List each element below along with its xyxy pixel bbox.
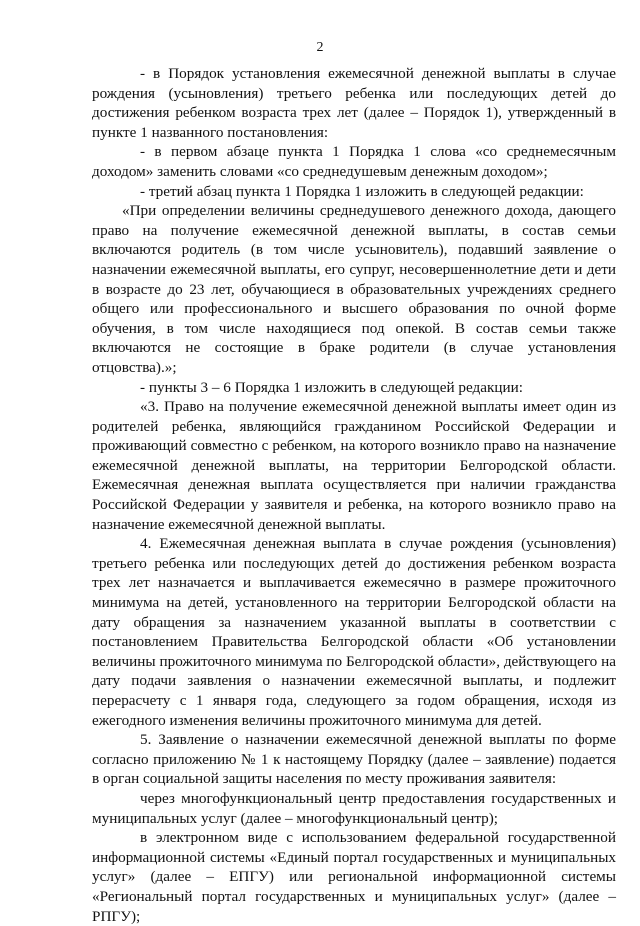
paragraph-third-abzac-text: «При определении величины среднедушевого денежного дохода, дающего право на получение ежемесячной денежной выплаты, в состав семьи включаются родитель (в том числе усыновитель), подавший заявление о назначении ежемесячной выплаты, его супруг, несовершеннолетние дети и дети в возрасте до 23 лет, обучающиеся в образовательных учреждениях среднего общего или профессионального и высшего образования по очной форме обучения, в том числе находящиеся под опекой. В состав семьи также включаются не состоящие в браке родители (в случае установления отцовства).»; [92,202,616,376]
paragraph-electronic-option: в электронном виде с использованием федеральной государственной информационной системы «Единый портал государственных и муниципальных услуг» (далее – ЕПГУ) или региональной информационной системы «Региональный портал государственных и муниципальных услуг» (далее – РПГУ); [92,829,616,925]
paragraph-point-3: «3. Право на получение ежемесячной денежной выплаты имеет один из родителей ребенка, являющийся гражданином Российской Федерации и проживающий совместно с ребенком, на которого возникло право на назначение ежемесячной денежной выплаты, на территории Белгородской области. Ежемесячная денежная выплата осуществляется при наличии гражданства Российской Федерации у заявителя и ребенка, на которого возникло право на назначение ежемесячной денежной выплаты. [92,398,616,533]
page-number: 2 [316,40,324,55]
paragraph-order-1-intro: - в Порядок установления ежемесячной денежной выплаты в случае рождения (усыновления) третьего ребенка или последующих детей до достижения ребенком возраста трех лет (далее – Порядок 1), утвержденный в пункте 1 названного постановления: [92,65,616,141]
paragraph-point-4: 4. Ежемесячная денежная выплата в случае рождения (усыновления) третьего ребенка или последующих детей до достижения ребенком возраста трех лет назначается и выплачивается ежемесячно в размере прожиточного минимума на детей, установленного на территории Белгородской области на дату обращения за назначением указанной выплаты в соответствии с постановлением Правительства Белгородской области «Об установлении величины прожиточного минимума по Белгородской области», действующего на дату подачи заявления о назначении ежемесячной выплаты, и подлежит перерасчету с 1 января года, следующего за годом обращения, исходя из ежегодного изменения величины прожиточного минимума для детей. [92,535,616,729]
paragraph-first-abzac-change: - в первом абзаце пункта 1 Порядка 1 слова «со среднемесячным доходом» заменить словами «со среднедушевым денежным доходом»; [92,143,616,180]
paragraph-point-5: 5. Заявление о назначении ежемесячной денежной выплаты по форме согласно приложению № 1 к настоящему Порядку (далее – заявление) подается в орган социальной защиты населения по месту проживания заявителя: [92,731,616,788]
paragraph-points-3-6-heading: - пункты 3 – 6 Порядка 1 изложить в следующей редакции: [140,378,523,396]
paragraph-third-abzac-heading: - третий абзац пункта 1 Порядка 1 изложить в следующей редакции: [140,182,584,200]
paragraph-mfc-option: через многофункциональный центр предоставления государственных и муниципальных услуг (далее – многофункциональный центр); [92,789,616,827]
document-body [92,64,616,926]
